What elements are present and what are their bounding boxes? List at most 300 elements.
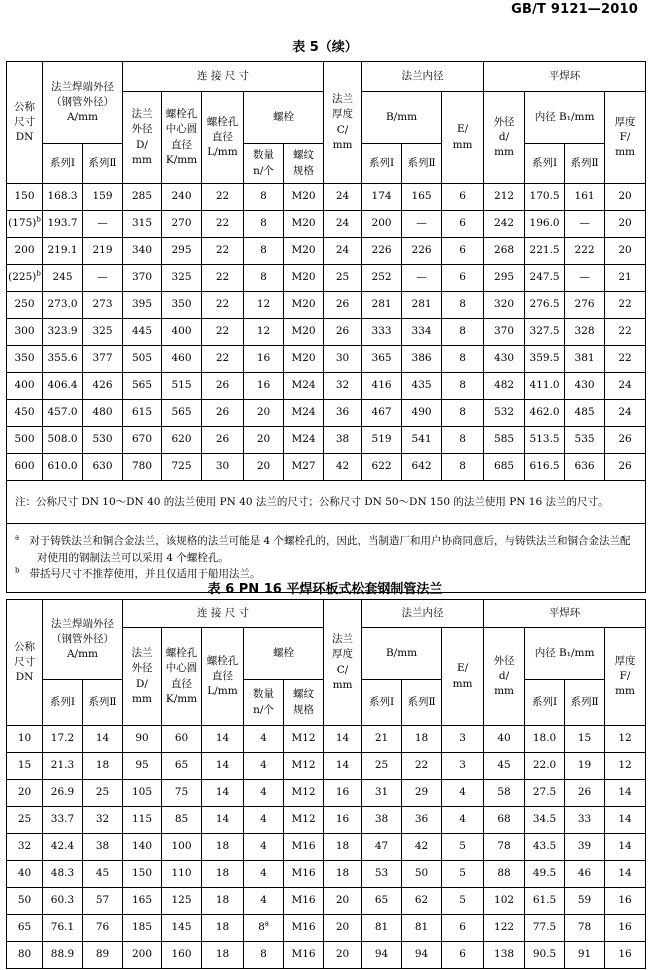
table-cell: 14 [605,807,646,834]
table-cell: 355.6 [43,346,83,373]
table-cell: 532 [484,400,525,427]
table-cell: 295 [162,238,202,265]
table-cell: 268 [484,238,525,265]
table-cell: 508.0 [43,427,83,454]
table-cell: 95 [123,753,162,780]
table-cell: 102 [484,888,525,915]
table-cell: 65 [162,753,202,780]
footnote-mark: b [36,269,41,278]
table-cell: 125 [162,888,202,915]
table-cell: 281 [362,292,402,319]
header-weld-ring: 平焊环 [484,600,646,628]
table-cell: 505 [123,346,162,373]
table-cell: 8$^a$ [244,915,284,942]
table-cell: 435 [402,373,442,400]
table-cell: M24 [284,427,324,454]
table-cell: 25 [362,753,402,780]
table-cell: 26 [605,427,646,454]
table-cell: 4 [244,753,284,780]
table-cell: 615 [123,400,162,427]
table-cell: 61.5 [525,888,565,915]
table-5 [6,61,646,593]
table-cell: 8 [244,942,284,969]
table-footnotes [7,524,646,593]
table-cell: 20 [244,427,284,454]
table-cell: 212 [484,184,525,211]
table-cell: 32 [324,373,362,400]
header-b: B/mm [362,92,442,144]
table-cell: 530 [83,427,123,454]
table-cell: 16 [605,888,646,915]
table-cell: 100 [162,834,202,861]
table-cell: 240 [162,184,202,211]
table-cell: — [402,265,442,292]
table-cell: M20 [284,184,324,211]
table-cell: 565 [123,373,162,400]
table-row [7,373,646,400]
table-cell: — [83,211,123,238]
table-cell: — [565,265,605,292]
table-cell: 315 [123,211,162,238]
table-cell: 400 [162,319,202,346]
table-cell: M24 [284,400,324,427]
table-cell: 22 [202,292,244,319]
table-cell: 482 [484,373,525,400]
table-cell: M16 [284,915,324,942]
table-cell: 42.4 [43,834,83,861]
table5-caption: 表 5（续） [292,40,358,55]
header-series-2: 系列Ⅱ [83,144,123,184]
table-cell: 8 [244,211,284,238]
table-cell: 22 [605,346,646,373]
table-cell: 6 [442,942,484,969]
table-cell: 430 [565,373,605,400]
table-cell: 90.5 [525,942,565,969]
table-cell: 22.0 [525,753,565,780]
table-cell: M20 [284,238,324,265]
table-cell: 18 [202,861,244,888]
table-cell: 40 [7,861,43,888]
table-row [7,346,646,373]
table-cell: 57 [83,888,123,915]
table-cell: 94 [402,942,442,969]
table-cell: 273.0 [43,292,83,319]
table-cell: 22 [202,319,244,346]
table-cell: 411.0 [525,373,565,400]
table-cell: 200 [7,238,43,265]
table-row [7,427,646,454]
table-cell: 17.2 [43,726,83,753]
table-cell: 334 [402,319,442,346]
table-cell: 138 [484,942,525,969]
table-cell: 4 [244,834,284,861]
table-cell: 15 [7,753,43,780]
table-cell: 14 [83,726,123,753]
table-cell: 110 [162,861,202,888]
table-cell: 12 [244,292,284,319]
table-cell: 22 [202,211,244,238]
table-cell: 457.0 [43,400,83,427]
table-cell: 78 [484,834,525,861]
table-cell: 18.0 [525,726,565,753]
table-cell: 445 [123,319,162,346]
table-cell: 140 [123,834,162,861]
table-cell: 8 [442,454,484,481]
table-cell: 325 [83,319,123,346]
table-cell: 377 [83,346,123,373]
table-cell: 47 [362,834,402,861]
table-cell: 65 [362,888,402,915]
table-cell: 406.4 [43,373,83,400]
table-row [7,211,646,238]
table-cell: 20 [324,888,362,915]
table-cell: 18 [324,861,362,888]
table-cell: M12 [284,807,324,834]
table-cell: 426 [83,373,123,400]
table-cell: 30 [202,454,244,481]
table-cell: 36 [402,807,442,834]
table-cell: 25 [83,780,123,807]
table-row [7,265,646,292]
table-cell: M24 [284,373,324,400]
header-bolt-circle: 螺栓孔 中心圆 直径 K/mm [162,628,202,726]
table-cell: 5 [442,834,484,861]
table-cell: 5 [442,888,484,915]
header-b-series-1: 系列Ⅰ [362,680,402,726]
table-cell: 60.3 [43,888,83,915]
table-cell: 14 [202,780,244,807]
table-cell: 242 [484,211,525,238]
table-cell: — [402,211,442,238]
table-cell: 670 [123,427,162,454]
table-cell: 513.5 [525,427,565,454]
table-cell: 636 [565,454,605,481]
table-cell: — [565,211,605,238]
table-cell: 21 [362,726,402,753]
table-cell: 585 [484,427,525,454]
table-cell: 16 [605,942,646,969]
table-cell: M12 [284,726,324,753]
table-cell: 33.7 [43,807,83,834]
header-b: B/mm [362,628,442,680]
table-cell: 6 [442,211,484,238]
header-bolt-circle: 螺栓孔 中心圆 直径 K/mm [162,92,202,184]
table-cell: 22 [202,346,244,373]
table-cell: 323.9 [43,319,83,346]
table-cell: 20 [605,211,646,238]
table-note: 注：公称尺寸 DN 10～DN 40 的法兰使用 PN 40 法兰的尺寸；公称尺寸 DN 50～DN 150 的法兰使用 PN 16 法兰的尺寸。 [7,481,646,524]
table-cell: 45 [83,861,123,888]
header-ring-id-series-1: 系列Ⅰ [525,144,565,184]
table-cell: 65 [7,915,43,942]
table-cell: 6 [442,915,484,942]
table-cell: 620 [162,427,202,454]
table-cell: 40 [484,726,525,753]
table-cell: 6 [442,238,484,265]
table-cell: 42 [324,454,362,481]
table-cell: 49.5 [525,861,565,888]
table-cell: 541 [402,427,442,454]
table-cell: M16 [284,888,324,915]
table-cell: 22 [605,319,646,346]
table6-caption: 表 6 PN 16 平焊环板式松套钢制管法兰 [207,582,443,597]
table-cell: 500 [7,427,43,454]
table-cell: 4 [244,807,284,834]
table-cell: 226 [402,238,442,265]
table-cell: 400 [7,373,43,400]
table-cell: 8 [442,427,484,454]
table-cell: 25 [7,807,43,834]
table-cell: 200 [123,942,162,969]
header-b-series-2: 系列Ⅱ [402,144,442,184]
table-cell: 226 [362,238,402,265]
table-cell: 145 [162,915,202,942]
table-cell: 14 [605,780,646,807]
header-ring-thickness: 厚度 F/ mm [605,628,646,726]
table-cell: 14 [202,726,244,753]
table-cell: 462.0 [525,400,565,427]
table-cell: 725 [162,454,202,481]
table-row [7,292,646,319]
header-weld-end-od: 法兰焊端外径 （钢管外径） A/mm [43,600,123,680]
table-cell: 535 [565,427,605,454]
table-cell: 26 [324,319,362,346]
table-cell: 630 [83,454,123,481]
table-cell: 81 [402,915,442,942]
header-bolt-hole: 螺栓孔 直径 L/mm [202,92,244,184]
table-cell: 122 [484,915,525,942]
table-cell: 81 [362,915,402,942]
header-e: E/ mm [442,628,484,726]
table-cell: 327.5 [525,319,565,346]
table-cell: 8 [244,238,284,265]
header-connection: 连 接 尺 寸 [123,62,324,92]
table-cell: 295 [484,265,525,292]
table-cell: 26.9 [43,780,83,807]
table-cell: 780 [123,454,162,481]
table-cell: 193.7 [43,211,83,238]
table-cell: 170.5 [525,184,565,211]
table-cell: $(175)^b$ [7,211,43,238]
table-cell: 15 [565,726,605,753]
table-cell: 395 [123,292,162,319]
table-cell: 386 [402,346,442,373]
table-cell: 22 [202,184,244,211]
table-cell: 8 [442,346,484,373]
table-row [7,726,646,753]
table-cell: 14 [202,807,244,834]
table-row [7,834,646,861]
table-cell: 77.5 [525,915,565,942]
header-ring-id-series-2: 系列Ⅱ [565,680,605,726]
footnote-a: $^a$ 对于铸铁法兰和铜合金法兰，该规格的法兰可能是 4 个螺栓孔的，因此，当制造厂和用户协商同意后，与铸铁法兰和铜合金法兰配对使用的钢制法兰可以采用 4 个螺栓孔。 [15,533,631,564]
table-cell: 20 [244,400,284,427]
table-cell: $(225)^b$ [7,265,43,292]
table-cell: 159 [83,184,123,211]
table-cell: 340 [123,238,162,265]
table-cell: 6 [442,265,484,292]
header-bore: 法兰内径 [362,62,484,92]
table-cell: 34.5 [525,807,565,834]
table-cell: 515 [162,373,202,400]
table-cell: 222 [565,238,605,265]
header-flange-od: 法兰 外径 D/ mm [123,628,162,726]
table-row [7,861,646,888]
table-cell: 8 [442,400,484,427]
table-cell: 105 [123,780,162,807]
table-cell: 80 [7,942,43,969]
header-bolt-hole: 螺栓孔 直径 L/mm [202,628,244,726]
table-cell: 450 [7,400,43,427]
table-cell: 68 [484,807,525,834]
table-cell: 14 [324,726,362,753]
table-cell: 26 [202,373,244,400]
table-cell: 78 [565,915,605,942]
table-cell: 26 [202,400,244,427]
table-cell: 59 [565,888,605,915]
table-cell: 18 [202,915,244,942]
table-cell: 3 [442,753,484,780]
table-cell: 18 [324,834,362,861]
table-cell: M16 [284,861,324,888]
table-cell: 88 [484,861,525,888]
table-cell: 273 [83,292,123,319]
table-cell: 219 [83,238,123,265]
table-cell: 75 [162,780,202,807]
table-cell: 20 [324,915,362,942]
table-cell: 281 [402,292,442,319]
table-cell: 325 [162,265,202,292]
table-cell: 616.5 [525,454,565,481]
header-flange-thickness: 法兰 厚度 C/ mm [324,62,362,184]
table-cell: 610.0 [43,454,83,481]
table-cell: 18 [202,888,244,915]
table-cell: 50 [402,861,442,888]
table-cell: 467 [362,400,402,427]
table-cell: 12 [605,726,646,753]
table-row [7,400,646,427]
table-cell: 16 [244,373,284,400]
table-cell: 20 [324,942,362,969]
table-row [7,454,646,481]
table-cell: 53 [362,861,402,888]
table-cell: 25 [324,265,362,292]
table-cell: 8 [442,292,484,319]
table-cell: 359.5 [525,346,565,373]
table-cell: 276.5 [525,292,565,319]
header-ring-id: 内径 B₁/mm [525,628,605,680]
header-flange-od: 法兰 外径 D/ mm [123,92,162,184]
table-cell: 26 [605,454,646,481]
header-ring-id: 内径 B₁/mm [525,92,605,144]
table-cell: 31 [362,780,402,807]
header-nominal-size: 公称 尺寸 DN [7,62,43,184]
table-cell: 565 [162,400,202,427]
table-cell: M16 [284,942,324,969]
header-bolt: 螺栓 [244,92,324,144]
table-cell: 22 [402,753,442,780]
table-cell: 14 [324,753,362,780]
table-cell: 460 [162,346,202,373]
table-cell: 8 [442,373,484,400]
header-ring-id-series-1: 系列Ⅰ [525,680,565,726]
table-cell: 32 [7,834,43,861]
table-cell: 16 [324,807,362,834]
table-cell: 60 [162,726,202,753]
header-ring-thickness: 厚度 F/ mm [605,92,646,184]
table-cell: M20 [284,211,324,238]
table-cell: 20 [605,184,646,211]
table-cell: 24 [324,238,362,265]
footnote-b: $^b$ 带括号尺寸不推荐使用，并且仅适用于船用法兰。 [15,566,261,581]
table-cell: 250 [7,292,43,319]
table-cell: 165 [123,888,162,915]
table-cell: 16 [605,915,646,942]
table-cell: 20 [244,454,284,481]
footnote-mark: a [264,919,269,928]
table-cell: 36 [324,400,362,427]
table-cell: M20 [284,319,324,346]
table-cell: 43.5 [525,834,565,861]
table-cell: 8 [244,265,284,292]
table-cell: 18 [402,726,442,753]
table-cell: 26 [202,427,244,454]
table-cell: 150 [123,861,162,888]
table-cell: 320 [484,292,525,319]
table-cell: 14 [605,861,646,888]
table-cell: M16 [284,834,324,861]
table-row [7,780,646,807]
table-cell: 247.5 [525,265,565,292]
table-cell: 4 [442,807,484,834]
header-series-2: 系列Ⅱ [83,680,123,726]
header-bolt-qty: 数量 n/个 [244,680,284,726]
header-ring-od: 外径 d/ mm [484,628,525,726]
table-cell: 14 [202,753,244,780]
table-row [7,888,646,915]
table-cell: M20 [284,292,324,319]
table-cell: 24 [605,400,646,427]
header-bore: 法兰内径 [362,600,484,628]
table-cell: 168.3 [43,184,83,211]
header-weld-ring: 平焊环 [484,62,646,92]
table-cell: 685 [484,454,525,481]
table-cell: 21 [605,265,646,292]
table-cell: 38 [324,427,362,454]
table-cell: 480 [83,400,123,427]
table-cell: 58 [484,780,525,807]
table-cell: 333 [362,319,402,346]
table-row [7,942,646,969]
table-cell: 6 [442,184,484,211]
table-cell: 42 [402,834,442,861]
table-cell: 46 [565,861,605,888]
table-cell: 30 [324,346,362,373]
table-cell: 12 [244,319,284,346]
table-cell: 29 [402,780,442,807]
table-cell: 38 [362,807,402,834]
table-cell: — [83,265,123,292]
table-cell: 430 [484,346,525,373]
table-cell: 18 [83,753,123,780]
table-cell: 12 [605,753,646,780]
table-row [7,753,646,780]
header-ring-id-series-2: 系列Ⅱ [565,144,605,184]
table-cell: 20 [7,780,43,807]
table-cell: 4 [244,888,284,915]
table-cell: 10 [7,726,43,753]
table-cell: 300 [7,319,43,346]
